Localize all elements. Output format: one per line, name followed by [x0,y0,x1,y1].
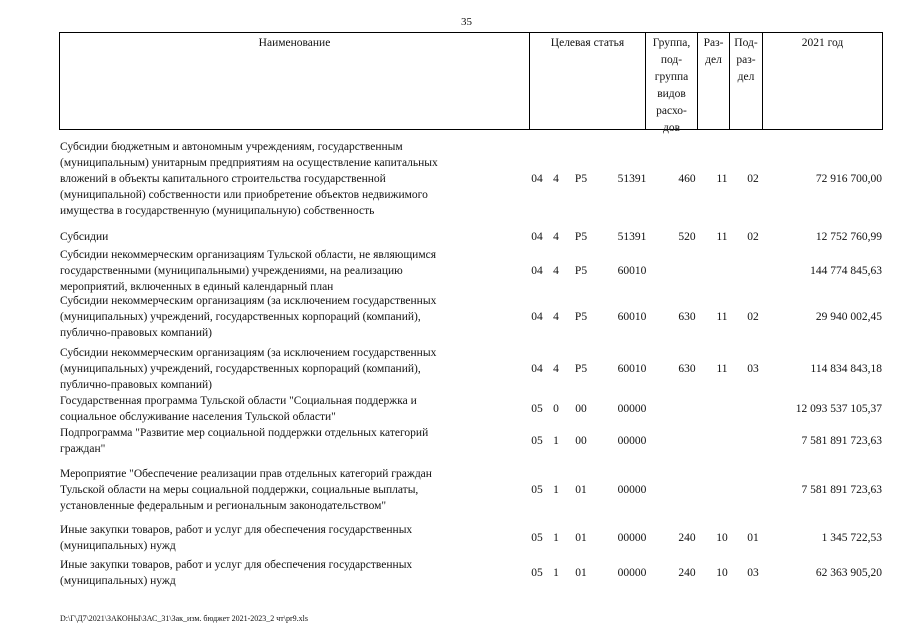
header-group-line: дов [662,122,681,134]
cell-m: P5 [574,363,588,375]
header-group-line: под- [660,54,683,66]
cell-s: 4 [553,363,559,375]
header-group [646,33,698,134]
cell-sec: 11 [716,231,728,243]
cell-amount: 12 093 537 105,37 [795,403,882,415]
cell-sec: 11 [716,311,728,323]
cell-m: P5 [574,231,588,243]
table-row [60,345,882,393]
row-name-line: Субсидии некоммерческим организациям (за исключением государственных [60,347,437,359]
cell-amount: 114 834 843,18 [810,363,882,375]
row-name-line: государственными (муниципальными) учреждениями, на реализацию [60,265,403,277]
cell-code: 51391 [617,231,647,243]
row-name-line: (муниципальной) собственности или приобретение объектов недвижимого [60,189,428,201]
cell-m: 01 [575,484,587,496]
cell-sub: 02 [747,173,759,185]
table-row [60,522,882,554]
row-name-line: Тульской области на меры социальной поддержки, социальные выплаты, [60,484,419,496]
row-name-line: (муниципальных) учреждений, государственных корпораций (компаний), [60,363,421,375]
cell-amount: 72 916 700,00 [815,173,882,185]
cell-amount: 7 581 891 723,63 [801,435,882,447]
cell-m: 00 [575,403,587,415]
cell-m: 00 [575,435,587,447]
header-group-line: группа [654,71,689,83]
cell-code: 00000 [617,403,647,415]
row-name [60,229,505,245]
cell-p: 05 [531,403,543,415]
cell-m: P5 [574,265,588,277]
cell-grp: 240 [678,567,696,579]
cell-s: 1 [553,567,559,579]
row-name-line: Иные закупки товаров, работ и услуг для обеспечения государственных [60,524,413,536]
cell-m: 01 [575,567,587,579]
cell-sub: 02 [747,311,759,323]
cell-p: 04 [531,265,543,277]
row-name [60,393,505,425]
cell-code: 00000 [617,435,647,447]
header-target: Целевая статья [530,33,646,129]
cell-grp: 630 [678,311,696,323]
cell-m: P5 [574,311,588,323]
header-group-line: видов [657,88,686,100]
cell-amount: 12 752 760,99 [815,231,882,243]
cell-amount: 62 363 905,20 [815,567,882,579]
table-row [60,229,882,245]
table-row [60,466,882,514]
header-section-line: дел [705,54,722,66]
header-group-line: расхо- [656,105,687,117]
row-name [60,293,505,341]
cell-code: 60010 [617,363,647,375]
cell-m: 01 [575,532,587,544]
cell-sec: 10 [716,567,728,579]
cell-s: 1 [553,435,559,447]
row-name-line: (муниципальных) нужд [60,575,176,587]
cell-code: 60010 [617,265,647,277]
cell-amount: 1 345 722,53 [821,532,882,544]
row-name-line: Субсидии некоммерческим организациям Тульской области, не являющимся [60,249,437,261]
row-name-line: (муниципальным) унитарным предприятиям на осуществление капитальных [60,157,438,169]
cell-p: 05 [531,435,543,447]
row-name-line: Мероприятие "Обеспечение реализации прав отдельных категорий граждан [60,468,432,480]
row-name-line: (муниципальных) нужд [60,540,176,552]
cell-code: 00000 [617,532,647,544]
row-name-line: Государственная программа Тульской области "Социальная поддержка и [60,395,417,407]
row-name [60,247,505,295]
row-name-line: публично-правовых компаний) [60,327,212,339]
table-row [60,425,882,457]
header-subsection-line: Под- [734,37,758,49]
header-section [698,33,730,129]
cell-amount: 29 940 002,45 [815,311,882,323]
cell-s: 4 [553,265,559,277]
cell-amount: 144 774 845,63 [810,265,882,277]
cell-s: 4 [553,231,559,243]
row-name-line: граждан" [60,443,106,455]
header-subsection [730,33,763,129]
row-name-line: Субсидии [60,231,109,243]
row-name-line: Иные закупки товаров, работ и услуг для обеспечения государственных [60,559,413,571]
row-name-line: мероприятий, включенных в единый календарный план [60,281,334,293]
cell-sub: 02 [747,231,759,243]
row-name-line: имущества в государственную (муниципальную) собственность [60,205,375,217]
row-name [60,345,505,393]
row-name-line: вложений в объекты капитального строительства государственной [60,173,386,185]
cell-grp: 240 [678,532,696,544]
cell-p: 04 [531,173,543,185]
cell-sec: 11 [716,363,728,375]
row-name [60,139,505,219]
cell-p: 05 [531,532,543,544]
cell-code: 00000 [617,567,647,579]
page-number: 35 [461,16,472,28]
row-name-line: (муниципальных) учреждений, государственных корпораций (компаний), [60,311,421,323]
cell-p: 04 [531,363,543,375]
cell-code: 51391 [617,173,647,185]
cell-sub: 01 [747,532,759,544]
table-row [60,557,882,589]
cell-s: 1 [553,484,559,496]
table-row [60,393,882,425]
file-path: D:\Г\Д7\2021\ЗАКОНЫ\ЗАС_31\Зак_изм. бюджет 2021-2023_2 чт\pr9.xls [60,614,309,623]
header-subsection-line: дел [737,71,755,83]
header-group-line: Группа, [652,37,691,49]
cell-s: 1 [553,532,559,544]
cell-sec: 11 [716,173,728,185]
header-year: 2021 год [763,33,883,129]
row-name-line: установленные федеральным и региональным законодательством" [60,500,387,512]
header-subsection-line: раз- [736,54,756,66]
cell-sub: 03 [747,567,759,579]
cell-p: 05 [531,484,543,496]
table-row [60,247,882,295]
cell-amount: 7 581 891 723,63 [801,484,882,496]
cell-sec: 10 [716,532,728,544]
row-name-line: публично-правовых компаний) [60,379,212,391]
row-name-line: социальное обслуживание населения Тульской области" [60,411,336,423]
cell-grp: 520 [678,231,696,243]
cell-p: 04 [531,231,543,243]
cell-code: 00000 [617,484,647,496]
cell-code: 60010 [617,311,647,323]
table-row [60,293,882,341]
row-name-line: Подпрограмма "Развитие мер социальной поддержки отдельных категорий [60,427,429,439]
cell-sub: 03 [747,363,759,375]
cell-m: P5 [574,173,588,185]
cell-p: 04 [531,311,543,323]
header-section-line: Раз- [703,37,724,49]
row-name [60,557,505,589]
header-name: Наименование [60,33,530,129]
cell-s: 4 [553,173,559,185]
row-name [60,425,505,457]
cell-grp: 630 [678,363,696,375]
cell-grp: 460 [678,173,696,185]
row-name [60,522,505,554]
table-header [59,32,883,134]
cell-s: 4 [553,311,559,323]
row-name-line: Субсидии бюджетным и автономным учреждениям, государственным [60,141,403,153]
row-name [60,466,505,514]
row-name-line: Субсидии некоммерческим организациям (за исключением государственных [60,295,437,307]
cell-s: 0 [553,403,559,415]
table-row [60,139,882,219]
cell-p: 05 [531,567,543,579]
